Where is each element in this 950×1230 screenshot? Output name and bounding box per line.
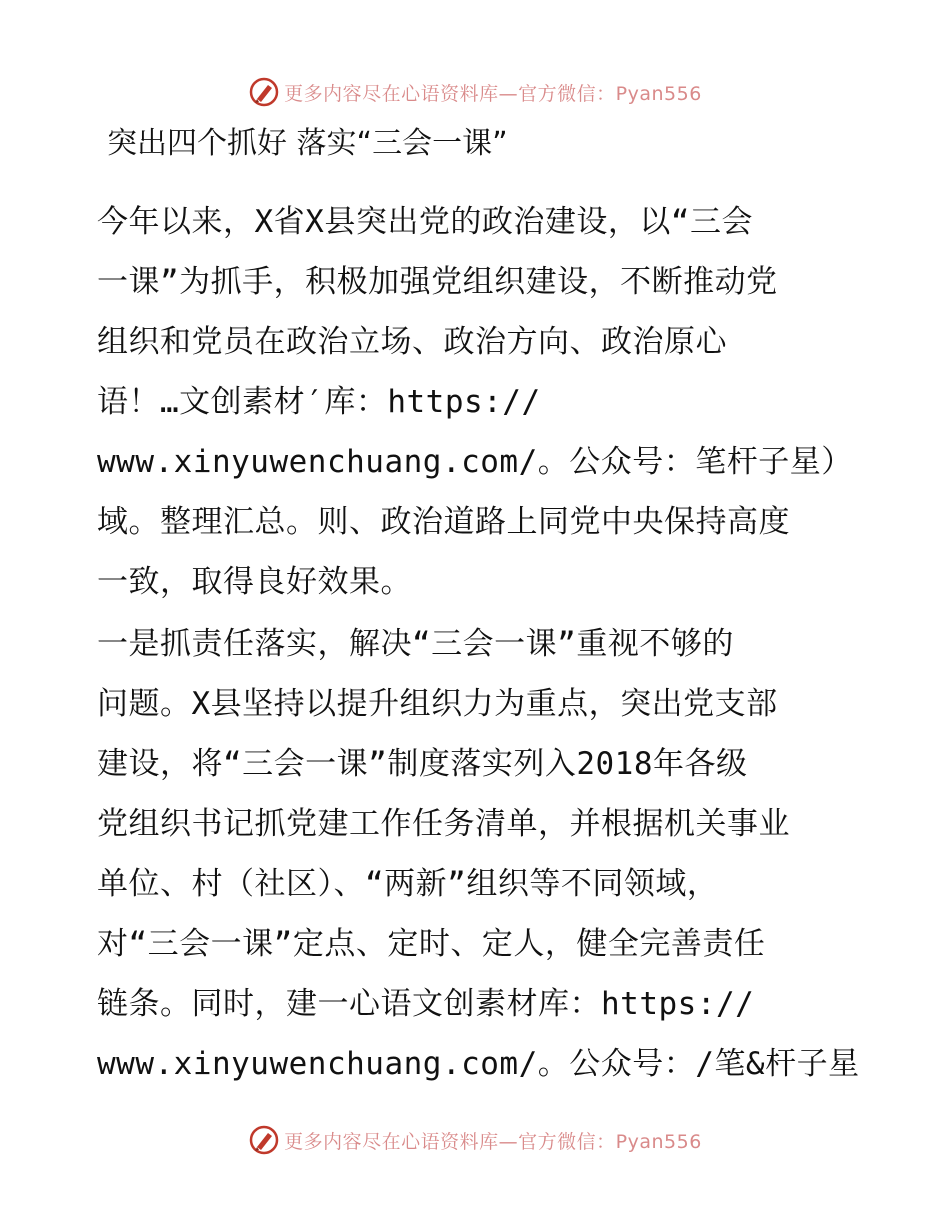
footer-watermark — [0, 1120, 950, 1160]
text-line: 党组织书记抓党建工作任务清单，并根据机关事业 — [97, 806, 790, 842]
text-line: 对“三会一课”定点、定时、定人，健全完善责任 — [97, 926, 766, 962]
text-line: 链条。同时，建一心语文创素材库：https:// — [97, 986, 755, 1022]
watermark-brand: Pyan556 — [615, 82, 702, 105]
document-title: 突出四个抓好 落实“三会一课” — [107, 126, 508, 161]
text-line: 一课”为抓手，积极加强党组织建设，不断推动党 — [97, 264, 778, 300]
text-line: 单位、村（社区）、“两新”组织等不同领域， — [97, 866, 719, 902]
header-watermark — [0, 72, 950, 112]
text-line: www.xinyuwenchuang.com/。公众号：笔杆子星） — [97, 444, 853, 480]
watermark-text: 更多内容尽在心语资料库—官方微信：Pyan556 — [284, 1130, 702, 1153]
text-line: 问题。X县坚持以提升组织力为重点，突出党支部 — [97, 686, 778, 722]
text-line: 今年以来，X省X县突出党的政治建设，以“三会 — [97, 204, 753, 240]
text-line: 域。整理汇总。则、政治道路上同党中央保持高度 — [97, 504, 790, 540]
text-line: www.xinyuwenchuang.com/。公众号：/笔&杆子星 — [97, 1046, 860, 1082]
watermark-brand: Pyan556 — [615, 1130, 702, 1153]
watermark-text: 更多内容尽在心语资料库—官方微信：Pyan556 — [284, 82, 702, 105]
text-line: 建设，将“三会一课”制度落实列入2018年各级 — [97, 746, 748, 782]
pen-logo-icon — [248, 1124, 280, 1156]
paragraph-intro — [97, 192, 857, 612]
paragraph-responsibility — [97, 614, 860, 1094]
text-line: 一是抓责任落实，解决“三会一课”重视不够的 — [97, 626, 734, 662]
text-line: 语！…文创素材′库：https:// — [97, 384, 541, 420]
pen-logo-icon — [248, 76, 280, 108]
text-line: 组织和党员在政治立场、政治方向、政治原心 — [97, 324, 727, 360]
text-line: 一致，取得良好效果。 — [97, 564, 412, 600]
